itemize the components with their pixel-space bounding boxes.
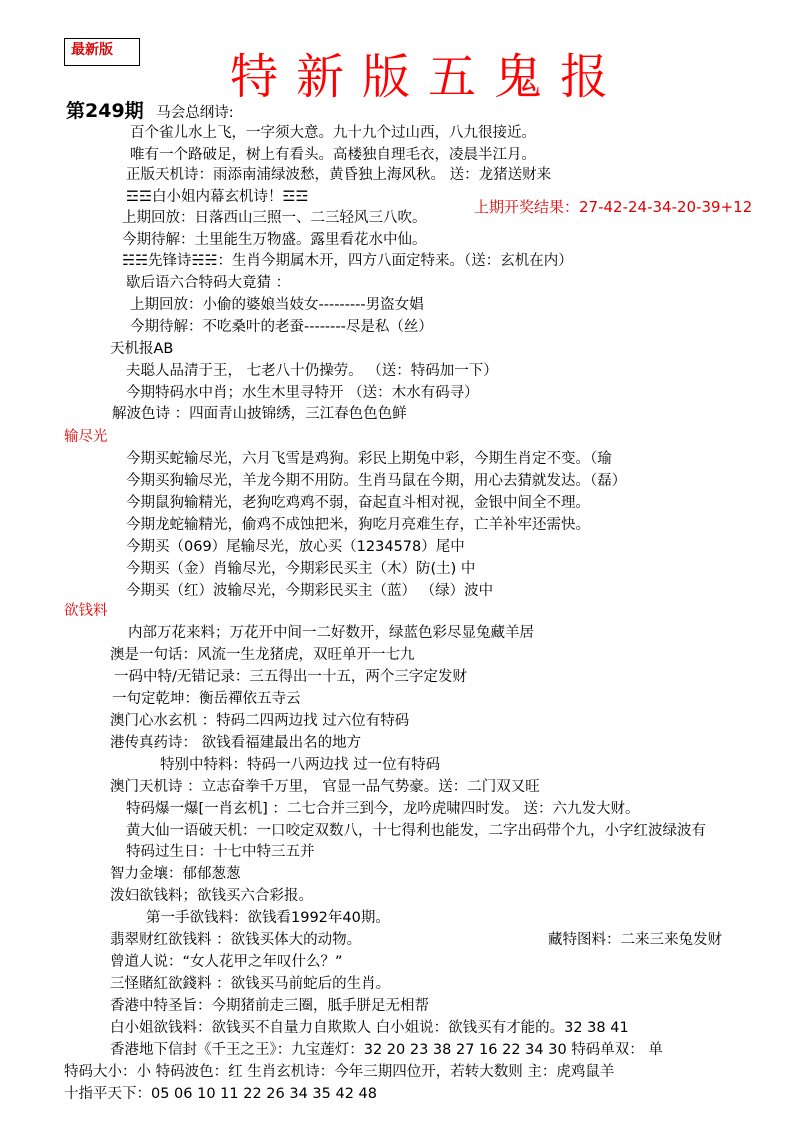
text-line: 今期买（069）尾输尽光，放心买（1234578）尾中 — [126, 539, 465, 555]
text-line: 特码过生日：十七中特三五并 — [126, 844, 315, 860]
text-line: 上期回放：小偷的婆娘当妓女---------男盗女娼 — [130, 297, 424, 313]
text-line: 白小姐欲钱料：欲钱买不自量力自欺欺人 白小姐说：欲钱买有才能的。32 38 41 — [110, 1020, 629, 1036]
text-line: 今期买（红）波输尽光，今期彩民买主（蓝） （绿）波中 — [126, 583, 494, 599]
page-title: 特新版五鬼报 — [230, 49, 627, 105]
text-line: 特别中特料：特码一八两边找 过一位有特码 — [160, 757, 441, 773]
text-line: 十指平天下：05 06 10 11 22 26 34 35 42 48 — [64, 1086, 377, 1102]
text-line: 输尽光 — [64, 429, 108, 445]
text-line: 歇后语六合特码大竟猜 ： — [126, 275, 291, 291]
text-line: 智力金壤：郁郁葱葱 — [110, 866, 241, 882]
text-line: 曾道人说：“女人花甲之年叹什么？” — [110, 954, 343, 970]
text-line: ☵☵先锋诗☵☵：生肖今期属木开，四方八面定特来。（送：玄机在内） — [122, 253, 573, 269]
text-line: 欲钱料 — [64, 603, 108, 619]
text-line: 一码中特/无错记录：三五得出一十五，两个三字定发财 — [114, 669, 467, 685]
text-line: 百个雀儿水上飞，一字须大意。九十九个过山西，八九很接近。 — [130, 125, 536, 141]
text-line: 藏特图料：二来三来兔发财 — [548, 932, 722, 948]
text-line: 今期买（金）肖输尽光，今期彩民买主（木）防(土) 中 — [126, 561, 476, 577]
text-line: 黄大仙一语破天机：一口咬定双数八，十七得利也能发，二字出码带个九，小字红波绿波有 — [126, 823, 706, 839]
text-line: ☲☲白小姐内幕玄机诗！☲☲ — [126, 189, 309, 205]
text-line: 今期待解：土里能生万物盛。露里看花水中仙。 — [122, 232, 427, 248]
text-line: 泼妇欲钱料；欲钱买六合彩报。 — [110, 888, 313, 904]
text-line: 特码爆一爆[一肖玄机] ：二七合并三到今，龙吟虎啸四时发。 送：六九发大财。 — [126, 801, 640, 817]
text-line: 今期特码水中肖；水生木里寻特开 （送：木水有码寻） — [126, 385, 479, 401]
text-line: 香港地下信封《千王之王》：九宝莲灯：32 20 23 38 27 16 22 34 30 特码单双： 单 — [110, 1042, 663, 1058]
issue-label: 第249期 — [66, 100, 144, 122]
text-line: 三怪賭紅欲錢料 ：欲钱买马前蛇后的生肖。 — [110, 976, 391, 992]
text-line: 今期龙蛇输精光，偷鸡不成蚀把米，狗吃月亮难生存，亡羊补牢还需快。 — [126, 517, 590, 533]
text-line: 翡翠财红欲钱料 ：欲钱买体大的动物。 — [110, 932, 362, 948]
text-line: 今期买狗输尽光，羊龙今期不用防。生肖马鼠在今期，用心去猜就发达。（磊） — [126, 473, 627, 489]
text-line: 天机报AB — [110, 341, 174, 357]
text-line: 上期回放：日落西山三照一、二三轻风三八吹。 — [122, 210, 427, 226]
text-line: 特码大小：小 特码波色：红 生肖玄机诗：今年三期四位开，若转大数则 主：虎鸡鼠羊 — [64, 1064, 615, 1080]
latest-edition-badge: 最新版 — [64, 38, 140, 66]
last-draw-result — [474, 198, 752, 216]
text-line: 第一手欲钱料：欲钱看1992年40期。 — [146, 910, 390, 926]
text-line: 解波色诗 ：四面青山披锦绣，三江春色色色鲜 — [112, 406, 407, 422]
text-line: 今期待解：不吃桑叶的老蚕--------尽是私（丝） — [130, 319, 433, 335]
result-label: 上期开奖结果： — [474, 198, 580, 216]
text-line: 今期鼠狗输精光，老狗吃鸡鸡不弱，奋起直斗相对视，金银中间全不理。 — [126, 495, 590, 511]
text-line: 香港中特圣旨：今期猪前走三圈，胝手胼足无相帮 — [110, 998, 429, 1014]
text-line: 今期买蛇输尽光，六月飞雪是鸡狗。彩民上期兔中彩，今期生肖定不变。（瑜 — [126, 451, 612, 467]
subtitle: 马会总纲诗: — [156, 105, 234, 121]
text-line: 夫聪人品清于王， 七老八十仍操劳。 （送：特码加一下） — [126, 363, 498, 379]
text-line: 澳是一句话：风流一生龙猪虎，双旺单开一七九 — [110, 647, 415, 663]
text-line: 澳门心水玄机 ：特码二四两边找 过六位有特码 — [110, 713, 410, 729]
text-line: 唯有一个路破足，树上有看头。高楼独自理毛衣，凌晨半江月。 — [130, 147, 536, 163]
text-line: 澳门天机诗 ：立志奋拳千万里， 官显一品气势豪。送：二门双又旺 — [110, 779, 540, 795]
text-line: 内部万花来料；万花开中间一二好数开，绿蓝色彩尽显兔藏羊居 — [128, 625, 534, 641]
issue-number — [66, 96, 234, 123]
text-line: 正版天机诗：雨添南浦绿波愁，黄昏独上海风秋。 送：龙猪送财来 — [126, 167, 552, 183]
text-line: 一句定乾坤：衡岳禪依五寺云 — [112, 691, 301, 707]
text-line: 港传真药诗： 欲钱看福建最出名的地方 — [110, 735, 362, 751]
result-numbers: 27-42-24-34-20-39+12 — [579, 198, 753, 216]
